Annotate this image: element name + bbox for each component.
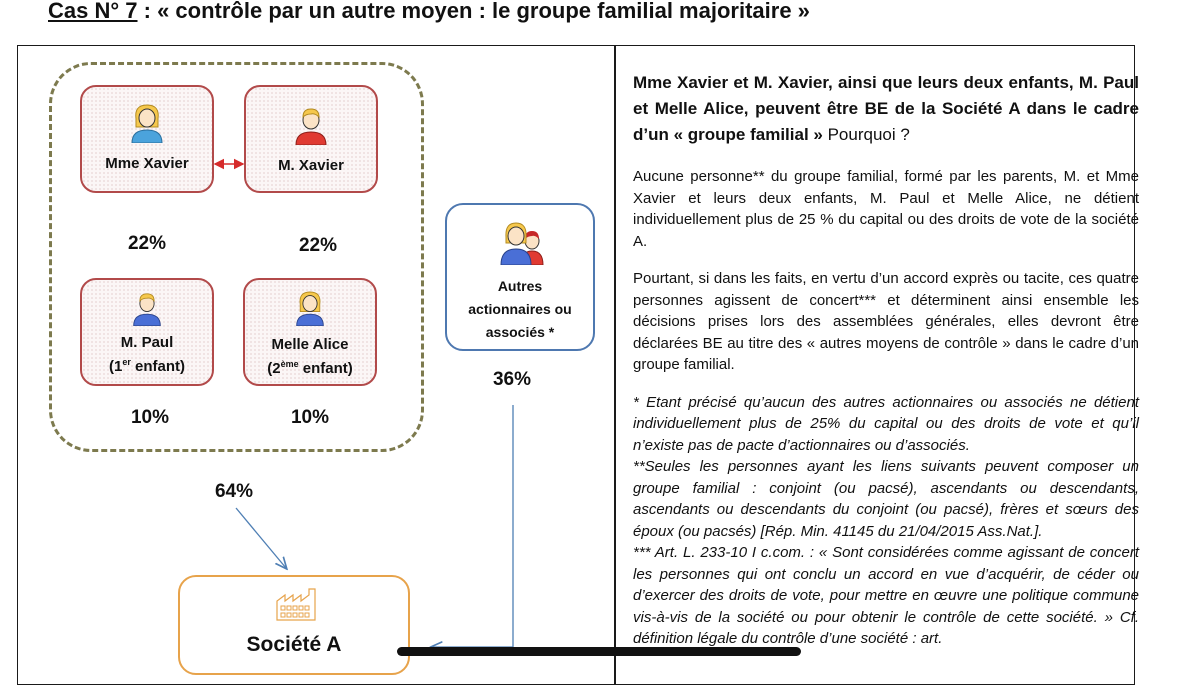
case-number: Cas N° 7 (48, 0, 138, 23)
others-to-company-arrow (432, 405, 513, 647)
person-rank: (1er enfant) (108, 357, 186, 375)
pct-mme-xavier: 22% (127, 233, 167, 254)
person-name: M. Paul (120, 334, 174, 351)
footnote-1: * Etant précisé qu’aucun des autres actionnaires ou associés ne détient individuellement plus de 25% du capital ou des droits de vote et qu’il n’existe pas de pacte d’actionnaires ou d’associés. (633, 393, 1139, 454)
pct-m-xavier: 22% (298, 235, 338, 256)
person-name: Mme Xavier (105, 155, 189, 172)
case-title: : « contrôle par un autre moyen : le groupe familial majoritaire » (137, 0, 810, 23)
horizontal-scrollbar[interactable] (397, 647, 801, 656)
pct-group: 64% (214, 481, 254, 502)
person-name: Melle Alice (271, 336, 349, 353)
group-to-company-arrow (236, 508, 286, 568)
pct-m-paul: 10% (130, 407, 170, 428)
footnote-2: **Seules les personnes ayant les liens suivants peuvent composer un groupe familial : conjoint (ou pacsé), ascendants ou descendants, ascendants ou descendants du conjoint (ou pacsé), frères et sœurs des époux (ou pacsés) [Rép. Min. 41145 du 21/04/2015 Ass.Nat.]. (633, 458, 1139, 540)
person-name: M. Xavier (278, 157, 344, 174)
panel-heading: Mme Xavier et M. Xavier, ainsi que leurs deux enfants, M. Paul et Melle Alice, peuvent être BE de la Société A dans le cadre d’un « groupe familial » Pourquoi ? (633, 73, 1139, 144)
company-label: Société A (246, 633, 342, 656)
explanation-panel (633, 70, 1139, 650)
others-label: Autres actionnaires ou associés * (468, 278, 572, 340)
paragraph-2: Pourtant, si dans les faits, en vertu d’un accord exprès ou tacite, ces quatre personnes agissent de concert*** et déterminent ainsi ensemble les décisions prises lors des assemblées générales, elles devront être déclarées BE au titre des « autres moyens de contrôle » dans le cadre d’un groupe familial. (633, 270, 1139, 373)
footnotes (633, 392, 1139, 650)
paragraph-1: Aucune personne** du groupe familial, formé par les parents, M. et Mme Xavier et leurs deux enfants, M. Paul et Melle Alice, ne détient individuellement plus de 25 % du capital ou des droits de vote de la société A. (633, 168, 1139, 250)
footnote-3: *** Art. L. 233-10 I c.com. : « Sont considérées comme agissant de concert les personnes qui ont conclu un accord en vue d’acquérir, de céder ou d’exercer des droits de vote, pour mettre en œuvre une politique commune vis-à-vis de la société ou pour obtenir le contrôle de cette société. » Cf. définition légale du contrôle d’une société : art. (633, 544, 1139, 647)
pct-melle-alice: 10% (290, 407, 330, 428)
pct-others: 36% (492, 369, 532, 390)
person-rank: (2ème enfant) (267, 359, 353, 377)
